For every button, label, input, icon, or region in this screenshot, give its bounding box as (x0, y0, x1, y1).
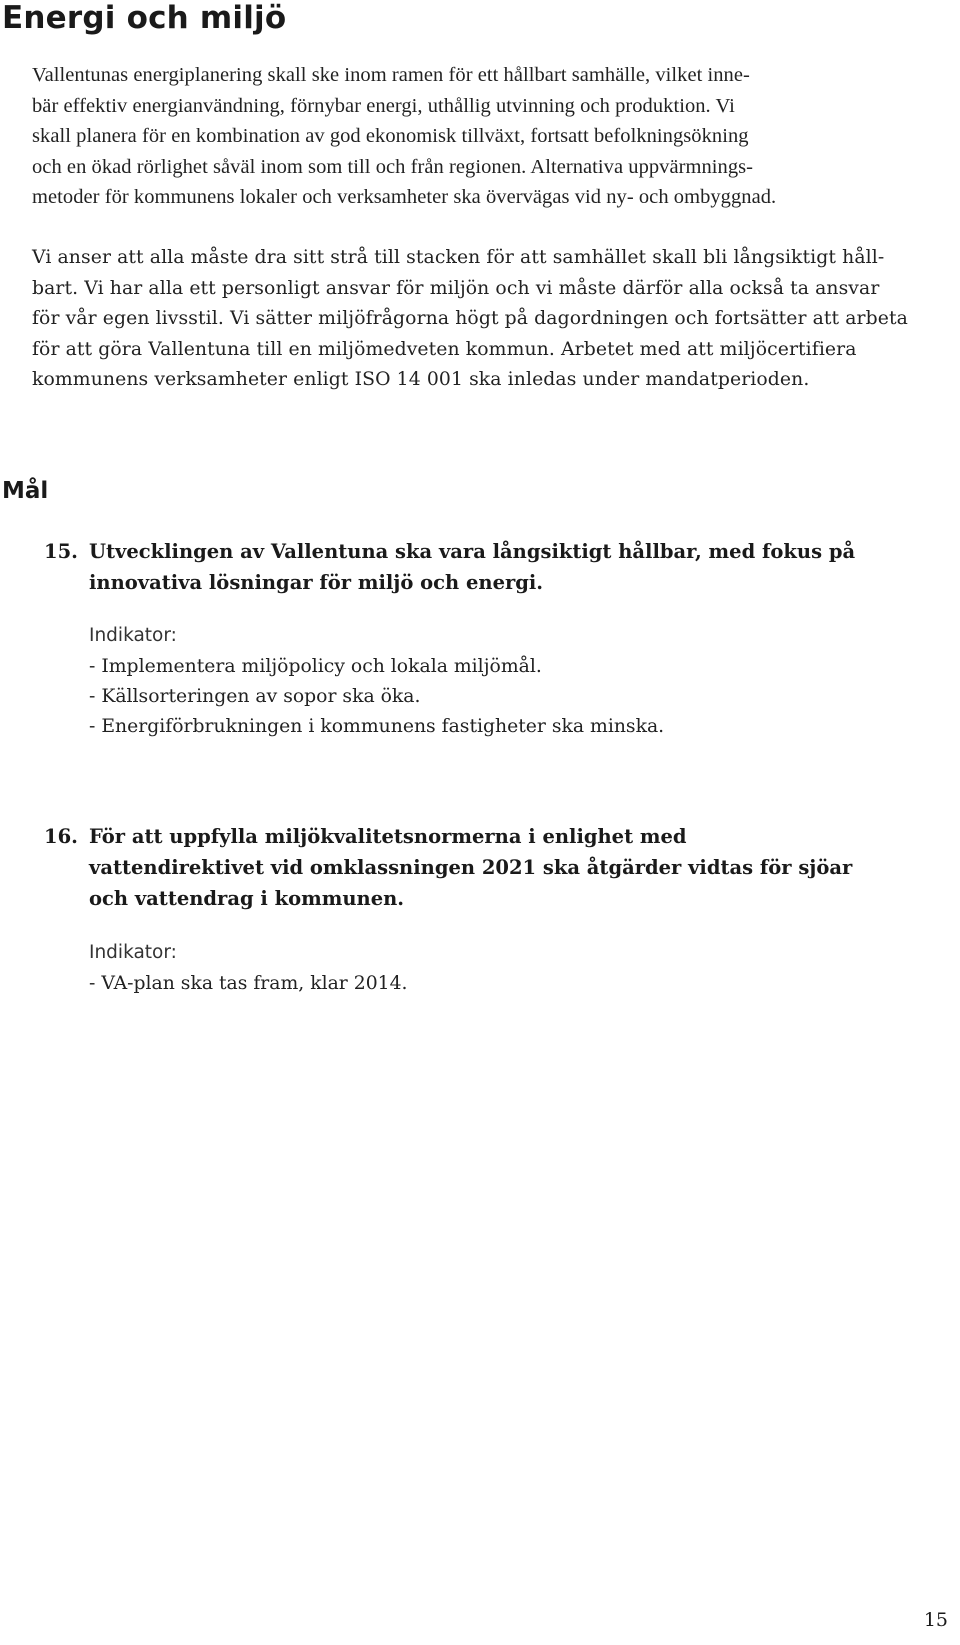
body-paragraph (32, 243, 947, 396)
goal-number: 16. (44, 825, 78, 848)
indicator-item: - Källsorteringen av sopor ska öka. (89, 686, 421, 707)
page-number: 15 (923, 1609, 948, 1631)
indicator-label: Indikator: (89, 942, 177, 963)
body-line: för att göra Vallentuna till en miljömedveten kommun. Arbetet med att miljöcertifiera (32, 338, 857, 360)
section-heading: Energi och miljö (2, 0, 287, 36)
body-line: Vi anser att alla måste dra sitt strå till stacken för att samhället skall bli långsiktigt håll- (32, 247, 885, 268)
intro-paragraph (32, 60, 947, 213)
body-line: bart. Vi har alla ett personligt ansvar för miljön och vi måste därför alla också ta ansvar (32, 277, 880, 299)
goal-text-line: För att uppfylla miljökvalitetsnormerna i enlighet med (89, 825, 687, 848)
body-line: för vår egen livsstil. Vi sätter miljöfrågorna högt på dagordningen och fortsätter att arbeta (32, 308, 908, 330)
goal-text-line: innovativa lösningar för miljö och energi. (89, 571, 544, 594)
intro-line: metoder för kommunens lokaler och verksamheter ska övervägas vid ny- och ombyggnad. (32, 186, 777, 209)
goal-number: 15. (44, 540, 78, 563)
goal-text-line: och vattendrag i kommunen. (89, 887, 405, 910)
goal-text-line: vattendirektivet vid omklassningen 2021 ska åtgärder vidtas för sjöar (89, 856, 853, 879)
indicator-label: Indikator: (89, 625, 177, 646)
goal-text-line: Utvecklingen av Vallentuna ska vara långsiktigt hållbar, med fokus på (89, 540, 856, 563)
indicator-item: - Implementera miljöpolicy och lokala miljömål. (89, 656, 542, 677)
intro-line: bär effektiv energianvändning, förnybar energi, uthållig utvinning och produktion. Vi (32, 94, 735, 117)
intro-line: skall planera för en kombination av god ekonomisk tillväxt, fortsatt befolkningsökning (32, 125, 749, 148)
intro-line: Vallentunas energiplanering skall ske inom ramen för ett hållbart samhälle, vilket inne- (32, 64, 750, 86)
indicator-item: - Energiförbrukningen i kommunens fastigheter ska minska. (89, 716, 665, 737)
body-line: kommunens verksamheter enligt ISO 14 001 ska inledas under mandatperioden. (32, 369, 810, 391)
intro-line: och en ökad rörlighet såväl inom som till och från regionen. Alternativa uppvärmnings- (32, 155, 754, 178)
goal-text (89, 536, 949, 598)
goal-text (89, 821, 949, 914)
indicator-item: - VA-plan ska tas fram, klar 2014. (89, 973, 408, 994)
goals-heading: Mål (2, 478, 49, 504)
